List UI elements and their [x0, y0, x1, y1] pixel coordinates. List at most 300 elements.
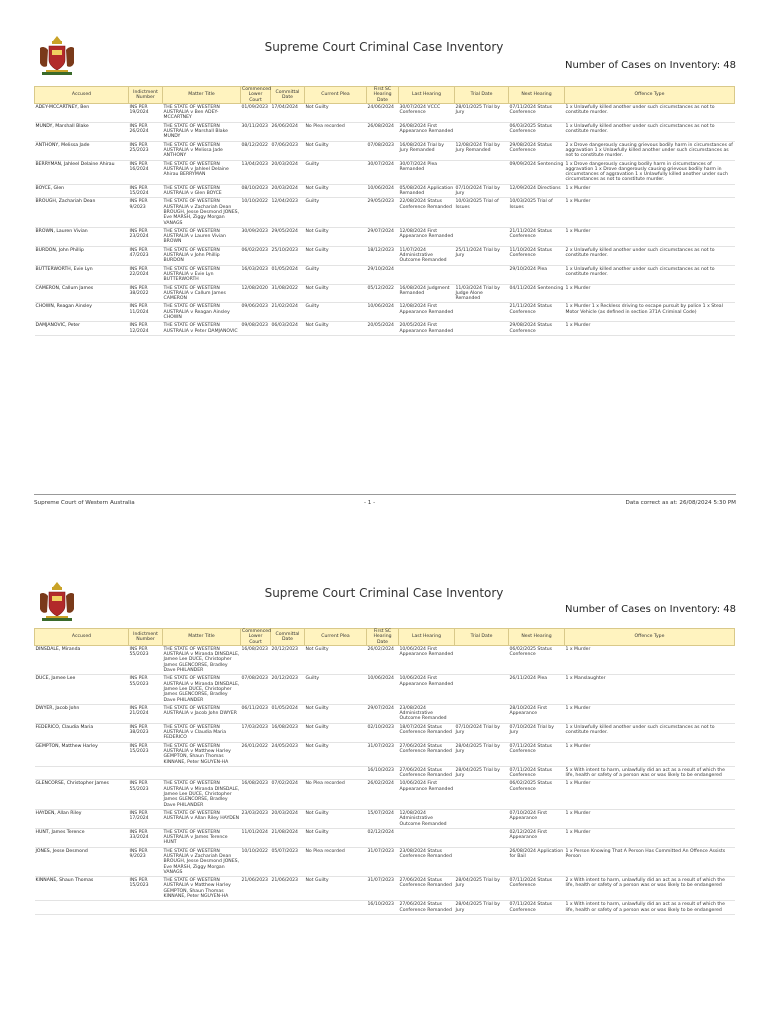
cell-first-sc-hearing-date: 18/12/2023	[367, 246, 399, 265]
table-header	[35, 87, 735, 104]
cell-trial-date: 07/10/2024 Trial by Jury	[455, 723, 509, 742]
column-header-matter-title: Matter Title	[163, 87, 241, 104]
cell-accused: CAMERON, Callum James	[35, 284, 129, 303]
cell-matter-title: THE STATE OF WESTERN AUSTRALIA v Miranda DINSDALE, Jamee Lee DUCE, Christopher James GLENCORSE, Bradley Dave PHILANDER	[163, 646, 240, 674]
cell-indictment-number	[129, 901, 163, 915]
cell-commenced-lower-court: 26/01/2022	[241, 742, 271, 766]
cell-last-hearing: 16/08/2024 Trial by Jury Remanded	[399, 141, 455, 160]
cell-offence-type: 1 x Murder	[565, 704, 735, 723]
cell-indictment-number: INS PER 17/2024	[129, 809, 163, 828]
cell-current-plea: Not Guilty	[305, 184, 367, 198]
cell-current-plea: Not Guilty	[305, 141, 367, 160]
cell-committal-date: 12/04/2023	[271, 198, 305, 227]
cell-committal-date: 26/06/2024	[271, 122, 305, 141]
cell-current-plea: Not Guilty	[305, 877, 367, 901]
cell-current-plea: Not Guilty	[305, 103, 367, 122]
cell-next-hearing: 07/10/2024 Trial by Jury	[509, 723, 565, 742]
cell-commenced-lower-court: 07/08/2023	[241, 675, 271, 704]
table-row	[35, 645, 735, 674]
cell-trial-date	[455, 227, 509, 246]
cell-commenced-lower-court: 01/09/2023	[241, 103, 271, 122]
cell-last-hearing: 27/06/2024 Status Conference Remanded	[399, 877, 455, 901]
cell-first-sc-hearing-date: 29/07/2024	[367, 227, 399, 246]
cell-commenced-lower-court: 09/06/2023	[241, 303, 271, 322]
cell-last-hearing: 12/08/2024 First Appearance Remanded	[399, 303, 455, 322]
cell-accused: HAYDEN, Allan Riley	[35, 809, 129, 828]
cell-last-hearing: 12/08/2024 First Appearance Remanded	[399, 227, 455, 246]
cell-accused: MUNDY, Marshall Blake	[35, 122, 129, 141]
cell-offence-type: 1 x Murder	[565, 227, 735, 246]
cell-matter-title: THE STATE OF WESTERN AUSTRALIA v Callum James CAMERON	[163, 284, 241, 303]
case-table-page-2	[34, 628, 735, 915]
cell-last-hearing: 22/08/2024 Status Conference Remanded	[399, 198, 455, 227]
cell-accused: BUTTERWORTH, Evie Lyn	[35, 265, 129, 284]
cell-next-hearing: 09/09/2024 Sentencing	[509, 160, 565, 184]
cell-indictment-number: INS PER 22/2024	[129, 265, 163, 284]
cell-first-sc-hearing-date: 31/07/2023	[367, 847, 399, 876]
cell-commenced-lower-court: 10/10/2022	[241, 198, 271, 227]
cell-next-hearing: 02/12/2024 First Appearance	[509, 828, 565, 847]
cell-offence-type: 1 x Murder	[565, 742, 735, 766]
cell-last-hearing: 27/06/2024 Status Conference Remanded	[399, 742, 455, 766]
cell-next-hearing: 07/11/2024 Status Conference	[509, 742, 565, 766]
cell-last-hearing: 26/08/2024 First Appearance Remanded	[399, 122, 455, 141]
cell-last-hearing: 18/07/2024 Status Conference Remanded	[399, 723, 455, 742]
cell-trial-date	[455, 828, 509, 847]
cell-indictment-number: INS PER 38/2022	[129, 284, 163, 303]
column-header-offence-type: Offence Type	[565, 87, 735, 104]
cell-current-plea: Not Guilty	[305, 322, 367, 336]
cell-indictment-number: INS PER 9/2023	[129, 847, 163, 876]
cell-commenced-lower-court: 10/10/2022	[241, 847, 271, 876]
cell-matter-title: THE STATE OF WESTERN AUSTRALIA v Zachariah Dean BROUGH, Jesse Desmond JONES, Eve MARSH, Ziggy Morgan VANAGS	[163, 199, 240, 226]
cell-indictment-number: INS PER 55/2023	[129, 645, 163, 674]
footer-divider	[34, 494, 736, 495]
cell-first-sc-hearing-date: 31/07/2023	[367, 742, 399, 766]
cell-indictment-number: INS PER 19/2024	[129, 103, 163, 122]
cell-committal-date: 20/03/2024	[271, 160, 305, 184]
column-header-accused: Accused	[35, 629, 129, 646]
cell-accused	[35, 901, 129, 915]
cell-matter-title: THE STATE OF WESTERN AUSTRALIA v Miranda DINSDALE, Jamee Lee DUCE, Christopher James GLENCORSE, Bradley Dave PHILANDER	[163, 676, 240, 703]
page-title: Supreme Court Criminal Case Inventory	[264, 40, 504, 54]
cell-commenced-lower-court: 16/08/2023	[241, 645, 271, 674]
column-header-last-hearing: Last Hearing	[399, 87, 455, 104]
table-header	[35, 629, 735, 646]
cell-accused: DINSDALE, Miranda	[35, 645, 129, 674]
cell-matter-title: THE STATE OF WESTERN AUSTRALIA v Glen BOYCE	[163, 184, 241, 198]
cell-indictment-number: INS PER 15/2023	[129, 877, 163, 901]
table-row	[35, 723, 735, 742]
cell-commenced-lower-court: 21/06/2023	[241, 877, 271, 901]
cell-first-sc-hearing-date: 26/08/2024	[367, 122, 399, 141]
cell-offence-type: 2 x Unlawfully killed another under such circumstances as not to constitute murder.	[565, 246, 735, 265]
cell-next-hearing: 29/08/2024 Status Conference	[509, 141, 565, 160]
column-header-matter-title: Matter Title	[163, 629, 241, 646]
table-row	[35, 322, 735, 336]
cell-first-sc-hearing-date: 10/06/2024	[367, 184, 399, 198]
cell-commenced-lower-court: 16/08/2023	[241, 780, 271, 809]
cell-current-plea: Guilty	[305, 265, 367, 284]
cell-first-sc-hearing-date: 10/06/2024	[367, 675, 399, 704]
cell-first-sc-hearing-date: 16/10/2023	[367, 766, 399, 780]
cell-offence-type: 1 x Murder	[565, 284, 735, 303]
cell-first-sc-hearing-date: 20/05/2024	[367, 322, 399, 336]
cell-indictment-number: INS PER 15/2024	[129, 184, 163, 198]
table-row	[35, 847, 735, 876]
table-row	[35, 877, 735, 901]
table-row	[35, 184, 735, 198]
cell-matter-title	[163, 901, 241, 915]
cell-first-sc-hearing-date: 05/12/2022	[367, 284, 399, 303]
cell-next-hearing: 06/02/2025 Status Conference	[509, 780, 565, 809]
cell-last-hearing: 27/06/2024 Status Conference Remanded	[399, 766, 455, 780]
cell-trial-date	[455, 809, 509, 828]
cell-trial-date: 28/04/2025 Trial by Jury	[455, 877, 509, 901]
cell-commenced-lower-court: 30/09/2023	[241, 227, 271, 246]
cell-committal-date: 05/07/2023	[271, 847, 305, 876]
column-header-committal-date: Committal Date	[271, 629, 305, 646]
cell-trial-date: 12/08/2024 Trial by Jury Remanded	[455, 141, 509, 160]
cell-last-hearing: 05/08/2024 Application Remanded	[399, 185, 454, 197]
cell-committal-date: 17/04/2024	[271, 103, 305, 122]
cell-next-hearing: 26/11/2024 Plea	[509, 675, 565, 704]
cell-offence-type: 1 x Murder	[565, 780, 735, 809]
column-header-committal-date: Committal Date	[271, 87, 305, 104]
cell-indictment-number: INS PER 11/2024	[129, 303, 163, 322]
cell-indictment-number: INS PER 55/2023	[129, 675, 163, 704]
cell-accused: DAMJANOVIC, Peter	[35, 322, 129, 336]
cell-commenced-lower-court: 12/08/2020	[241, 284, 271, 303]
table-row	[35, 227, 735, 246]
cell-accused: JONES, Jesse Desmond	[35, 847, 129, 876]
cell-next-hearing: 07/11/2024 Status Conference	[509, 901, 565, 915]
cell-accused: DWYER, Jacob John	[35, 704, 129, 723]
cell-offence-type: 1 x Murder	[565, 322, 735, 336]
cell-indictment-number: INS PER 23/2024	[129, 227, 163, 246]
cell-matter-title: THE STATE OF WESTERN AUSTRALIA v Jahleel Delaine Ahirau BERRYMAN	[163, 160, 241, 184]
cell-indictment-number: INS PER 38/2023	[129, 723, 163, 742]
cell-indictment-number: INS PER 16/2024	[129, 160, 163, 184]
cell-committal-date	[271, 766, 305, 780]
cell-current-plea: Not Guilty	[305, 809, 367, 828]
cell-first-sc-hearing-date: 15/07/2024	[367, 809, 399, 828]
cell-next-hearing: 29/08/2024 Status Conference	[509, 322, 565, 336]
cell-accused: DUCE, Jamee Lee	[35, 675, 129, 704]
cell-current-plea	[305, 901, 367, 915]
cell-first-sc-hearing-date: 07/08/2023	[367, 141, 399, 160]
cell-commenced-lower-court	[241, 901, 271, 915]
cell-trial-date	[455, 322, 509, 336]
cell-current-plea: Not Guilty	[305, 227, 367, 246]
table-row	[35, 198, 735, 227]
cell-trial-date: 07/10/2024 Trial by Jury	[455, 184, 509, 198]
cell-trial-date	[455, 122, 509, 141]
cell-last-hearing: 10/06/2024 First Appearance Remanded	[399, 780, 455, 809]
cell-commenced-lower-court: 17/03/2023	[241, 723, 271, 742]
cell-current-plea: Guilty	[305, 198, 367, 227]
cell-committal-date: 21/02/2024	[271, 303, 305, 322]
cell-first-sc-hearing-date: 02/10/2023	[367, 723, 399, 742]
table-row	[35, 675, 735, 704]
cell-trial-date	[455, 704, 509, 723]
cell-accused: CHOWN, Reagan Ainsley	[35, 303, 129, 322]
cell-commenced-lower-court: 08/10/2023	[241, 184, 271, 198]
cell-current-plea	[305, 766, 367, 780]
cell-commenced-lower-court: 06/02/2023	[241, 246, 271, 265]
cell-offence-type: 1 x Murder	[565, 184, 735, 198]
column-header-next-hearing: Next Hearing	[509, 629, 565, 646]
cell-indictment-number: INS PER 33/2024	[129, 828, 163, 847]
cell-current-plea: Guilty	[305, 675, 367, 704]
cell-offence-type: 1 x Manslaughter	[565, 675, 735, 704]
cell-accused: BURDON, John Phillip	[35, 246, 129, 265]
cell-next-hearing: 29/10/2024 Plea	[509, 265, 565, 284]
cell-current-plea: Not Guilty	[305, 723, 367, 742]
cell-offence-type: 1 x Unlawfully killed another under such circumstances as not to constitute murder.	[565, 122, 735, 141]
cell-indictment-number: INS PER 12/2024	[129, 322, 163, 336]
cell-commenced-lower-court: 09/08/2023	[241, 322, 271, 336]
cell-offence-type: 1 x Unlawfully killed another under such circumstances as not to constitute murder.	[565, 103, 735, 122]
cell-matter-title: THE STATE OF WESTERN AUSTRALIA v Claudia Maria FEDERICO	[163, 723, 241, 742]
cell-current-plea: No Plea recorded	[305, 122, 367, 141]
cell-first-sc-hearing-date: 29/10/2024	[367, 265, 399, 284]
cell-trial-date	[455, 675, 509, 704]
cell-current-plea: Not Guilty	[305, 246, 367, 265]
cell-matter-title: THE STATE OF WESTERN AUSTRALIA v Ben ADEY-MCCARTNEY	[163, 103, 241, 122]
table-row	[35, 160, 735, 184]
cell-offence-type: 1 x Unlawfully killed another under such circumstances as not to constitute murder.	[565, 723, 735, 742]
cell-current-plea: No Plea recorded	[305, 780, 367, 809]
cell-current-plea: Not Guilty	[305, 828, 367, 847]
cell-matter-title: THE STATE OF WESTERN AUSTRALIA v Marshall Blake MUNDY	[163, 122, 241, 141]
cell-next-hearing: 12/09/2024 Directions	[509, 184, 565, 198]
cell-committal-date: 29/05/2024	[271, 227, 305, 246]
cell-offence-type: 1 x With intent to harm, unlawfully did an act as a result of which the life, health or safety of a person was or was likely to be endangered	[565, 901, 735, 915]
cell-accused: BROUGH, Zachariah Dean	[35, 198, 129, 227]
cell-next-hearing: 06/03/2025 Status Conference	[509, 122, 565, 141]
column-header-current-plea: Current Plea	[305, 629, 367, 646]
cell-indictment-number: INS PER 9/2023	[129, 198, 163, 227]
cell-commenced-lower-court: 16/03/2023	[241, 265, 271, 284]
cell-last-hearing: 23/08/2024 Status Conference Remanded	[399, 847, 455, 876]
cell-first-sc-hearing-date: 24/06/2024	[367, 103, 399, 122]
cell-first-sc-hearing-date: 16/10/2023	[367, 901, 399, 915]
cell-matter-title: THE STATE OF WESTERN AUSTRALIA v Evie Lyn BUTTERWORTH	[163, 265, 241, 284]
cell-last-hearing: 30/07/2024 Plea Remanded	[399, 160, 455, 184]
cell-matter-title: THE STATE OF WESTERN AUSTRALIA v Matthew Harley GEMPTON, Shaun Thomas KINNANE, Peter NGUYEN-HA	[163, 742, 241, 766]
cell-indictment-number: INS PER 55/2023	[129, 780, 163, 809]
cell-first-sc-hearing-date: 31/07/2023	[367, 877, 399, 901]
cell-current-plea: Not Guilty	[305, 645, 367, 674]
cell-committal-date: 20/03/2024	[271, 184, 305, 198]
table-row	[35, 901, 735, 915]
cell-next-hearing: 07/11/2024 Status Conference	[509, 877, 565, 901]
table-row	[35, 828, 735, 847]
cell-current-plea: Guilty	[305, 303, 367, 322]
cell-next-hearing: 28/10/2024 First Appearance	[509, 704, 565, 723]
cell-committal-date: 21/06/2023	[271, 877, 305, 901]
case-count: Number of Cases on Inventory: 48	[565, 60, 736, 71]
cell-offence-type: 5 x With intent to harm, unlawfully did an act as a result of which the life, health or safety of a person was or was likely to be endangered	[565, 766, 735, 780]
cell-trial-date: 28/01/2025 Trial by Jury	[455, 103, 509, 122]
cell-trial-date	[455, 303, 509, 322]
cell-commenced-lower-court: 23/03/2023	[241, 809, 271, 828]
cell-next-hearing: 26/08/2024 Application for Bail	[509, 847, 565, 876]
cell-accused: BOYCE, Glen	[35, 184, 129, 198]
column-header-trial-date: Trial Date	[455, 87, 509, 104]
table-row	[35, 809, 735, 828]
table-row	[35, 284, 735, 303]
cell-next-hearing: 04/11/2024 Sentencing	[509, 284, 565, 303]
page-title: Supreme Court Criminal Case Inventory	[264, 586, 504, 600]
cell-next-hearing: 21/11/2024 Status Conference	[509, 227, 565, 246]
cell-last-hearing: 27/06/2024 Status Conference Remanded	[399, 901, 455, 915]
cell-last-hearing: 16/08/2024 Judgment Remanded	[399, 284, 455, 303]
cell-first-sc-hearing-date: 30/07/2024	[367, 160, 399, 184]
cell-current-plea: Guilty	[305, 160, 367, 184]
column-header-first-sc-hearing-date: First SC Hearing Date	[367, 87, 399, 104]
cell-matter-title	[163, 766, 241, 780]
cell-trial-date	[455, 645, 509, 674]
case-count: Number of Cases on Inventory: 48	[565, 604, 736, 615]
cell-committal-date: 24/05/2023	[271, 742, 305, 766]
cell-trial-date	[455, 780, 509, 809]
column-header-indictment-number: Indictment Number	[129, 629, 163, 646]
column-header-offence-type: Offence Type	[565, 629, 735, 646]
cell-last-hearing: 12/08/2024 Administrative Outcome Remanded	[399, 809, 455, 828]
cell-first-sc-hearing-date: 29/05/2023	[367, 198, 399, 227]
cell-committal-date: 06/03/2024	[271, 322, 305, 336]
cell-matter-title: THE STATE OF WESTERN AUSTRALIA v Zachariah Dean BROUGH, Jesse Desmond JONES, Eve MARSH, Ziggy Morgan VANAGS	[163, 848, 240, 875]
cell-current-plea: No Plea recorded	[305, 847, 367, 876]
cell-first-sc-hearing-date: 26/02/2024	[367, 645, 399, 674]
cell-accused: ANTHONY, Melissa Jade	[35, 141, 129, 160]
table-row	[35, 780, 735, 809]
table-row	[35, 103, 735, 122]
cell-next-hearing: 07/11/2024 Status Conference	[509, 103, 565, 122]
cell-accused: BROWN, Lauren Vivian	[35, 227, 129, 246]
cell-offence-type: 2 x With intent to harm, unlawfully did an act as a result of which the life, health or safety of a person was or was likely to be endangered	[565, 877, 735, 901]
cell-accused: HUNT, James Terence	[35, 828, 129, 847]
cell-committal-date: 07/06/2023	[271, 141, 305, 160]
cell-offence-type: 1 x Murder	[565, 198, 735, 227]
cell-trial-date: 10/03/2025 Trial of Issues	[455, 198, 509, 227]
column-header-next-hearing: Next Hearing	[509, 87, 565, 104]
cell-matter-title: THE STATE OF WESTERN AUSTRALIA v Matthew Harley GEMPTON, Shaun Thomas KINNANE, Peter NGUYEN-HA	[163, 877, 241, 901]
cell-matter-title: THE STATE OF WESTERN AUSTRALIA v Melissa Jade ANTHONY	[163, 141, 241, 160]
cell-matter-title: THE STATE OF WESTERN AUSTRALIA v Peter DAMJANOVIC	[163, 322, 241, 336]
cell-accused: KINNANE, Shaun Thomas	[35, 877, 129, 901]
cell-accused: GLENCORSE, Christopher James	[35, 780, 129, 809]
cell-first-sc-hearing-date: 02/12/2024	[367, 828, 399, 847]
cell-indictment-number: INS PER 15/2023	[129, 742, 163, 766]
cell-first-sc-hearing-date: 26/02/2024	[367, 780, 399, 809]
footer-page-number: - 1 -	[364, 500, 376, 506]
cell-committal-date: 31/08/2022	[271, 284, 305, 303]
footer-court-name: Supreme Court of Western Australia	[34, 500, 135, 506]
column-header-indictment-number: Indictment Number	[129, 87, 163, 104]
cell-offence-type: 1 x Person Knowing That A Person Has Committed An Offence Assists Person	[565, 847, 735, 876]
column-header-commenced-lower-court: Commenced Lower Court	[242, 87, 271, 103]
cell-matter-title: THE STATE OF WESTERN AUSTRALIA v Miranda DINSDALE, Jamee Lee DUCE, Christopher James GLENCORSE, Bradley Dave PHILANDER	[163, 781, 240, 808]
cell-last-hearing: 11/07/2024 Administrative Outcome Remanded	[399, 246, 455, 265]
cell-committal-date: 20/12/2023	[271, 645, 305, 674]
cell-accused: GEMPTON, Matthew Harley	[35, 742, 129, 766]
column-header-accused: Accused	[35, 87, 129, 104]
table-row	[35, 742, 735, 766]
cell-committal-date: 07/02/2024	[271, 780, 305, 809]
cell-offence-type: 1 x Murder 1 x Reckless driving to escape pursuit by police 1 x Steal Motor Vehicle (as defined in section 371A Criminal Code)	[565, 303, 735, 322]
cell-last-hearing	[399, 265, 455, 284]
cell-matter-title: THE STATE OF WESTERN AUSTRALIA v Jacob John DWYER	[163, 704, 241, 723]
cell-last-hearing	[399, 828, 455, 847]
table-row	[35, 246, 735, 265]
cell-offence-type: 1 x Murder	[565, 645, 735, 674]
cell-matter-title: THE STATE OF WESTERN AUSTRALIA v Lauren Vivian BROWN	[163, 227, 241, 246]
cell-matter-title: THE STATE OF WESTERN AUSTRALIA v John Phillip BURDON	[163, 246, 241, 265]
cell-offence-type: 1 x Murder	[565, 809, 735, 828]
cell-indictment-number	[129, 766, 163, 780]
table-row	[35, 265, 735, 284]
column-header-first-sc-hearing-date: First SC Hearing Date	[367, 629, 399, 646]
cell-current-plea: Not Guilty	[305, 284, 367, 303]
cell-indictment-number: INS PER 26/2024	[129, 122, 163, 141]
cell-indictment-number: INS PER 25/2023	[129, 141, 163, 160]
cell-committal-date	[271, 901, 305, 915]
cell-commenced-lower-court: 13/04/2023	[241, 160, 271, 184]
cell-accused: FEDERICO, Claudia Maria	[35, 723, 129, 742]
page-2	[0, 570, 768, 1024]
cell-committal-date: 20/12/2023	[271, 675, 305, 704]
cell-next-hearing: 11/10/2024 Status Conference	[509, 246, 565, 265]
cell-commenced-lower-court: 08/12/2022	[241, 141, 271, 160]
cell-current-plea: Not Guilty	[305, 704, 367, 723]
column-header-commenced-lower-court: Commenced Lower Court	[242, 629, 271, 645]
cell-trial-date: 28/04/2025 Trial by Jury	[455, 766, 509, 780]
table-row	[35, 704, 735, 723]
table-row	[35, 303, 735, 322]
cell-last-hearing: 30/07/2024 VCCC Conference	[399, 103, 455, 122]
cell-matter-title: THE STATE OF WESTERN AUSTRALIA v James Terence HUNT	[163, 828, 241, 847]
cell-commenced-lower-court: 06/11/2023	[241, 704, 271, 723]
case-table-page-1	[34, 86, 735, 336]
cell-committal-date: 21/08/2024	[271, 828, 305, 847]
cell-next-hearing: 10/03/2025 Trial of Issues	[509, 198, 565, 227]
cell-trial-date	[455, 160, 509, 184]
table-row	[35, 141, 735, 160]
cell-commenced-lower-court: 11/01/2024	[241, 828, 271, 847]
footer-data-timestamp: Data correct as at: 26/08/2024 5:30 PM	[625, 500, 736, 506]
cell-last-hearing: 10/06/2024 First Appearance Remanded	[399, 675, 455, 704]
cell-indictment-number: INS PER 47/2023	[129, 246, 163, 265]
cell-accused: BERRYMAN, Jahleel Delaine Ahirau	[35, 160, 129, 184]
cell-accused	[35, 766, 129, 780]
cell-trial-date: 25/11/2024 Trial by Jury	[455, 246, 509, 265]
cell-committal-date: 01/05/2024	[271, 704, 305, 723]
column-header-last-hearing: Last Hearing	[399, 629, 455, 646]
cell-last-hearing: 23/08/2024 Administrative Outcome Remanded	[399, 704, 455, 723]
cell-last-hearing: 10/06/2024 First Appearance Remanded	[399, 645, 455, 674]
cell-matter-title: THE STATE OF WESTERN AUSTRALIA v Allan Riley HAYDEN	[163, 809, 241, 828]
table-row	[35, 766, 735, 780]
column-header-trial-date: Trial Date	[455, 629, 509, 646]
cell-accused: ADEY-MCCARTNEY, Ben	[35, 103, 129, 122]
cell-trial-date	[455, 265, 509, 284]
cell-trial-date: 28/04/2025 Trial by Jury	[455, 901, 509, 915]
cell-matter-title: THE STATE OF WESTERN AUSTRALIA v Reagan Ainsley CHOWN	[163, 303, 241, 322]
cell-committal-date: 16/08/2023	[271, 723, 305, 742]
